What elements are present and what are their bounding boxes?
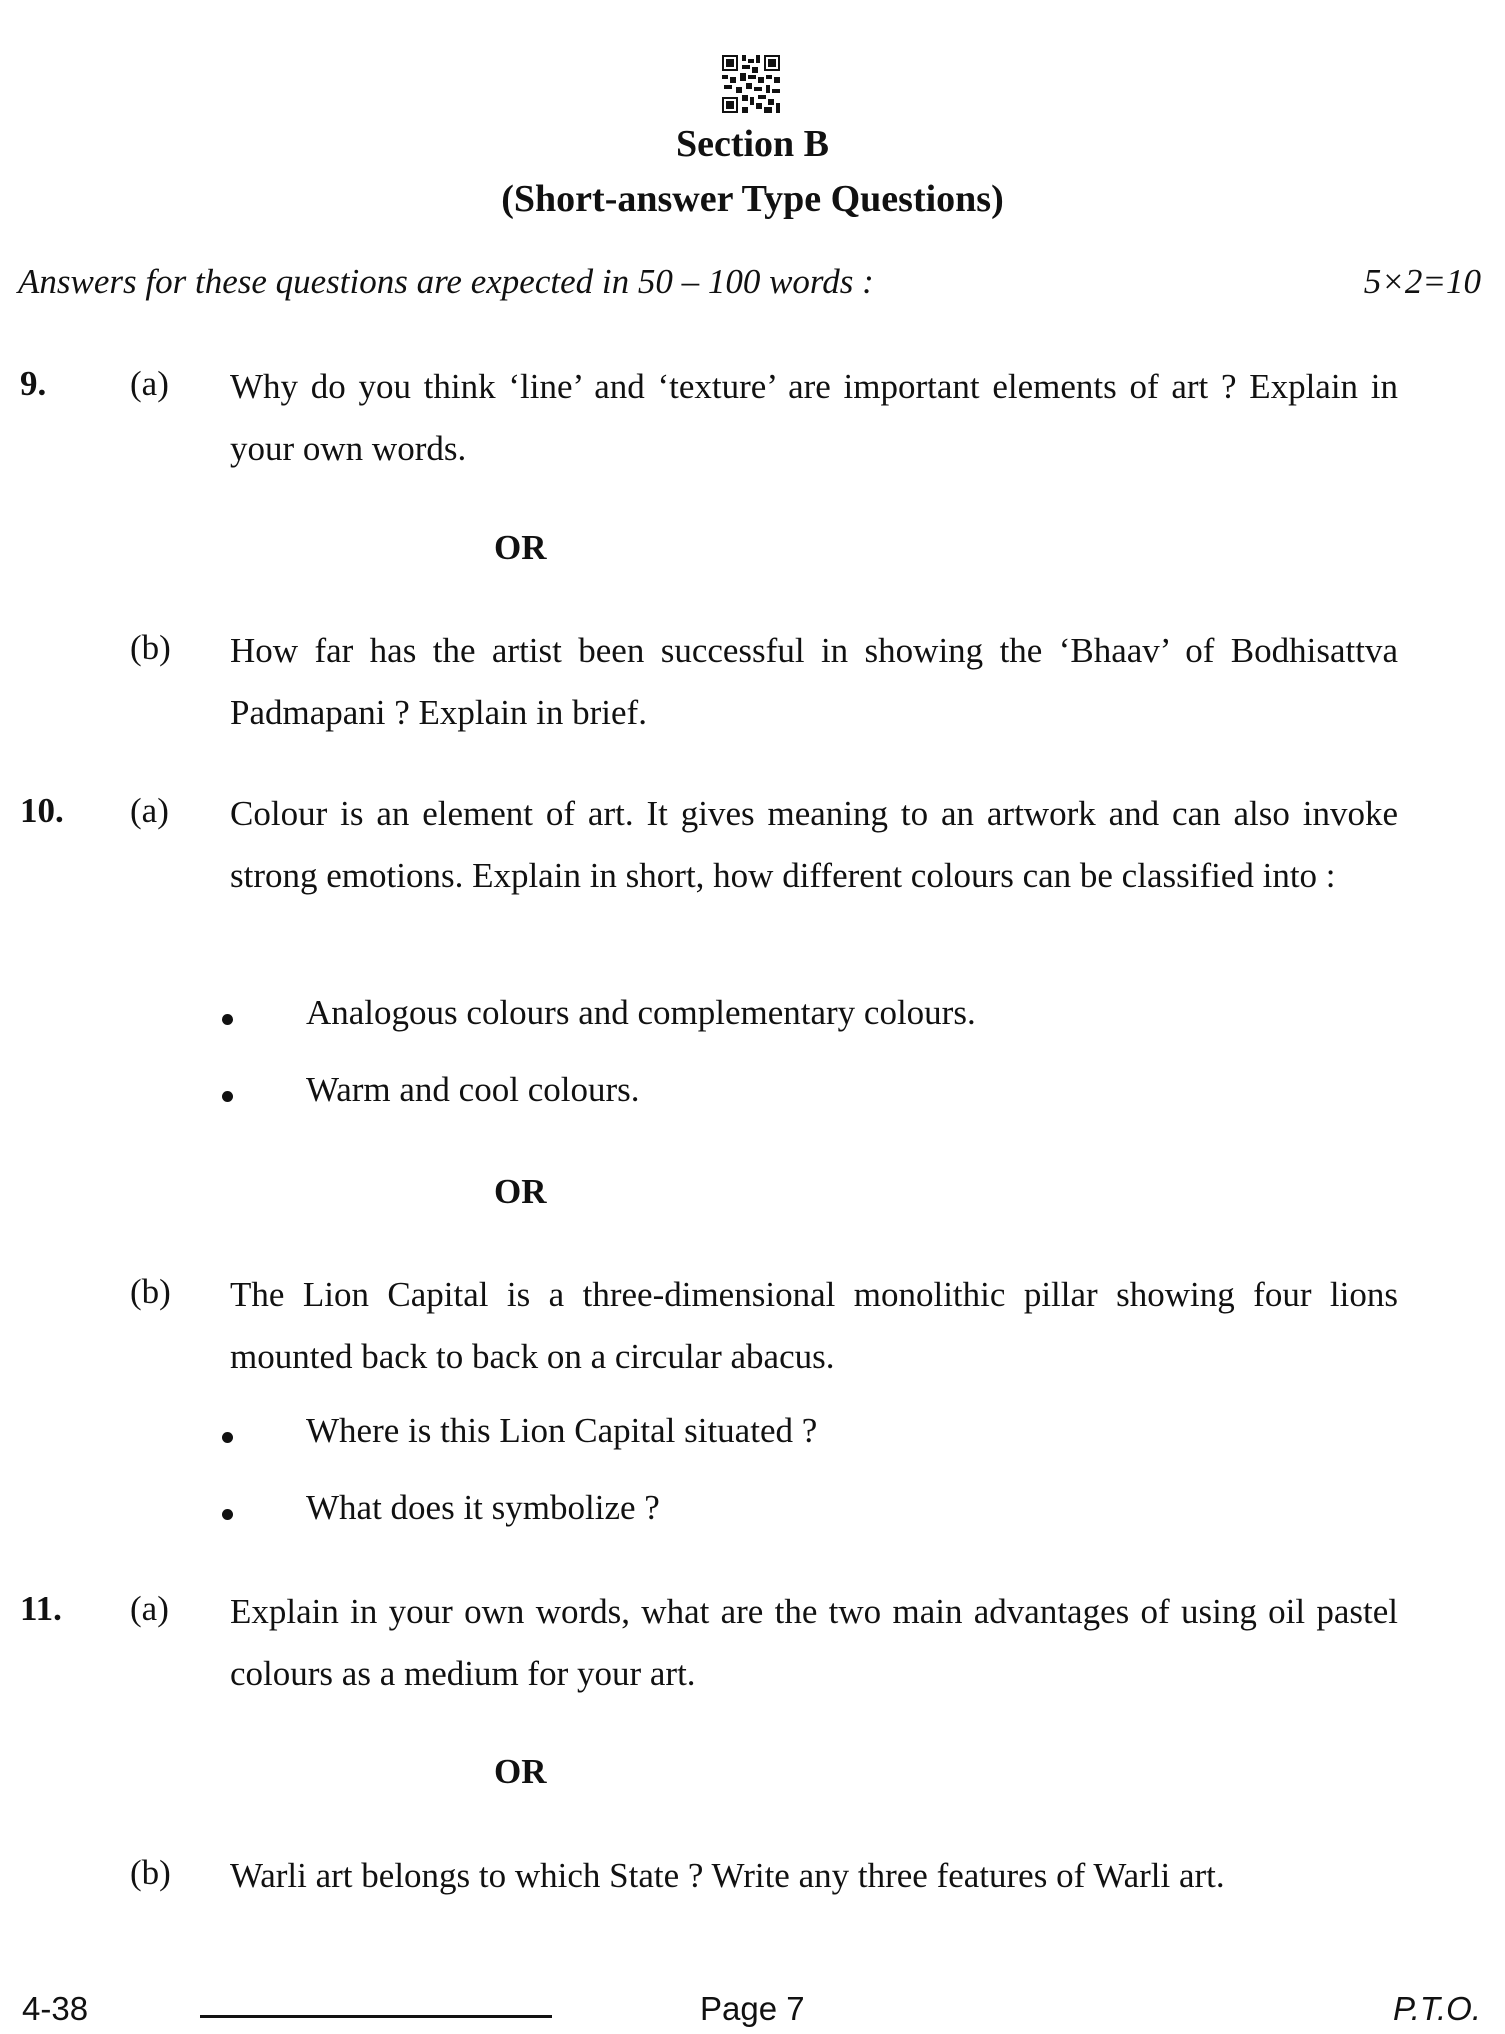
or-separator: OR <box>494 528 547 567</box>
question-text: Why do you think ‘line’ and ‘texture’ are important elements of art ? Explain in your own words. <box>230 367 1398 468</box>
bullet-icon <box>222 1432 233 1443</box>
bullet-item: Where is this Lion Capital situated ? <box>306 1411 818 1450</box>
pto-label: P.T.O. <box>1392 1990 1481 2027</box>
bullet-icon <box>222 1014 233 1025</box>
section-subtitle: (Short-answer Type Questions) <box>501 178 1004 220</box>
bullet-item: Analogous colours and complementary colours. <box>306 993 976 1032</box>
bullet-item: What does it symbolize ? <box>306 1488 660 1527</box>
page-number: Page 7 <box>700 1990 805 2027</box>
question-text: The Lion Capital is a three-dimensional monolithic pillar showing four lions mounted back to back on a circular abacus. <box>230 1275 1398 1376</box>
instruction-text: Answers for these questions are expected in 50 – 100 words : <box>18 262 874 301</box>
footer-divider <box>200 2015 552 2018</box>
question-part-label: (a) <box>130 364 169 403</box>
qr-code-icon <box>722 55 780 113</box>
question-part-label: (a) <box>130 791 169 830</box>
question-number: 10. <box>20 791 64 830</box>
question-text: Colour is an element of art. It gives meaning to an artwork and can also invoke strong emotions. Explain in short, how different colours can be classified into : <box>230 794 1398 895</box>
question-number: 11. <box>20 1589 62 1628</box>
question-part-label: (b) <box>130 1272 171 1311</box>
bullet-icon <box>222 1091 233 1102</box>
question-part-label: (a) <box>130 1589 169 1628</box>
marks-allocation: 5×2=10 <box>1363 262 1481 301</box>
question-text: How far has the artist been successful in showing the ‘Bhaav’ of Bodhisattva Padmapani ? Explain in brief. <box>230 631 1398 732</box>
bullet-item: Warm and cool colours. <box>306 1070 640 1109</box>
bullet-icon <box>222 1509 233 1520</box>
question-part-label: (b) <box>130 1853 171 1892</box>
question-number: 9. <box>20 364 47 403</box>
question-text: Warli art belongs to which State ? Write any three features of Warli art. <box>230 1856 1225 1895</box>
paper-code: 4-38 <box>22 1990 89 2027</box>
question-text: Explain in your own words, what are the two main advantages of using oil pastel colours as a medium for your art. <box>230 1592 1398 1693</box>
or-separator: OR <box>494 1752 547 1791</box>
or-separator: OR <box>494 1172 547 1211</box>
section-title: Section B <box>675 123 830 165</box>
question-part-label: (b) <box>130 628 171 667</box>
